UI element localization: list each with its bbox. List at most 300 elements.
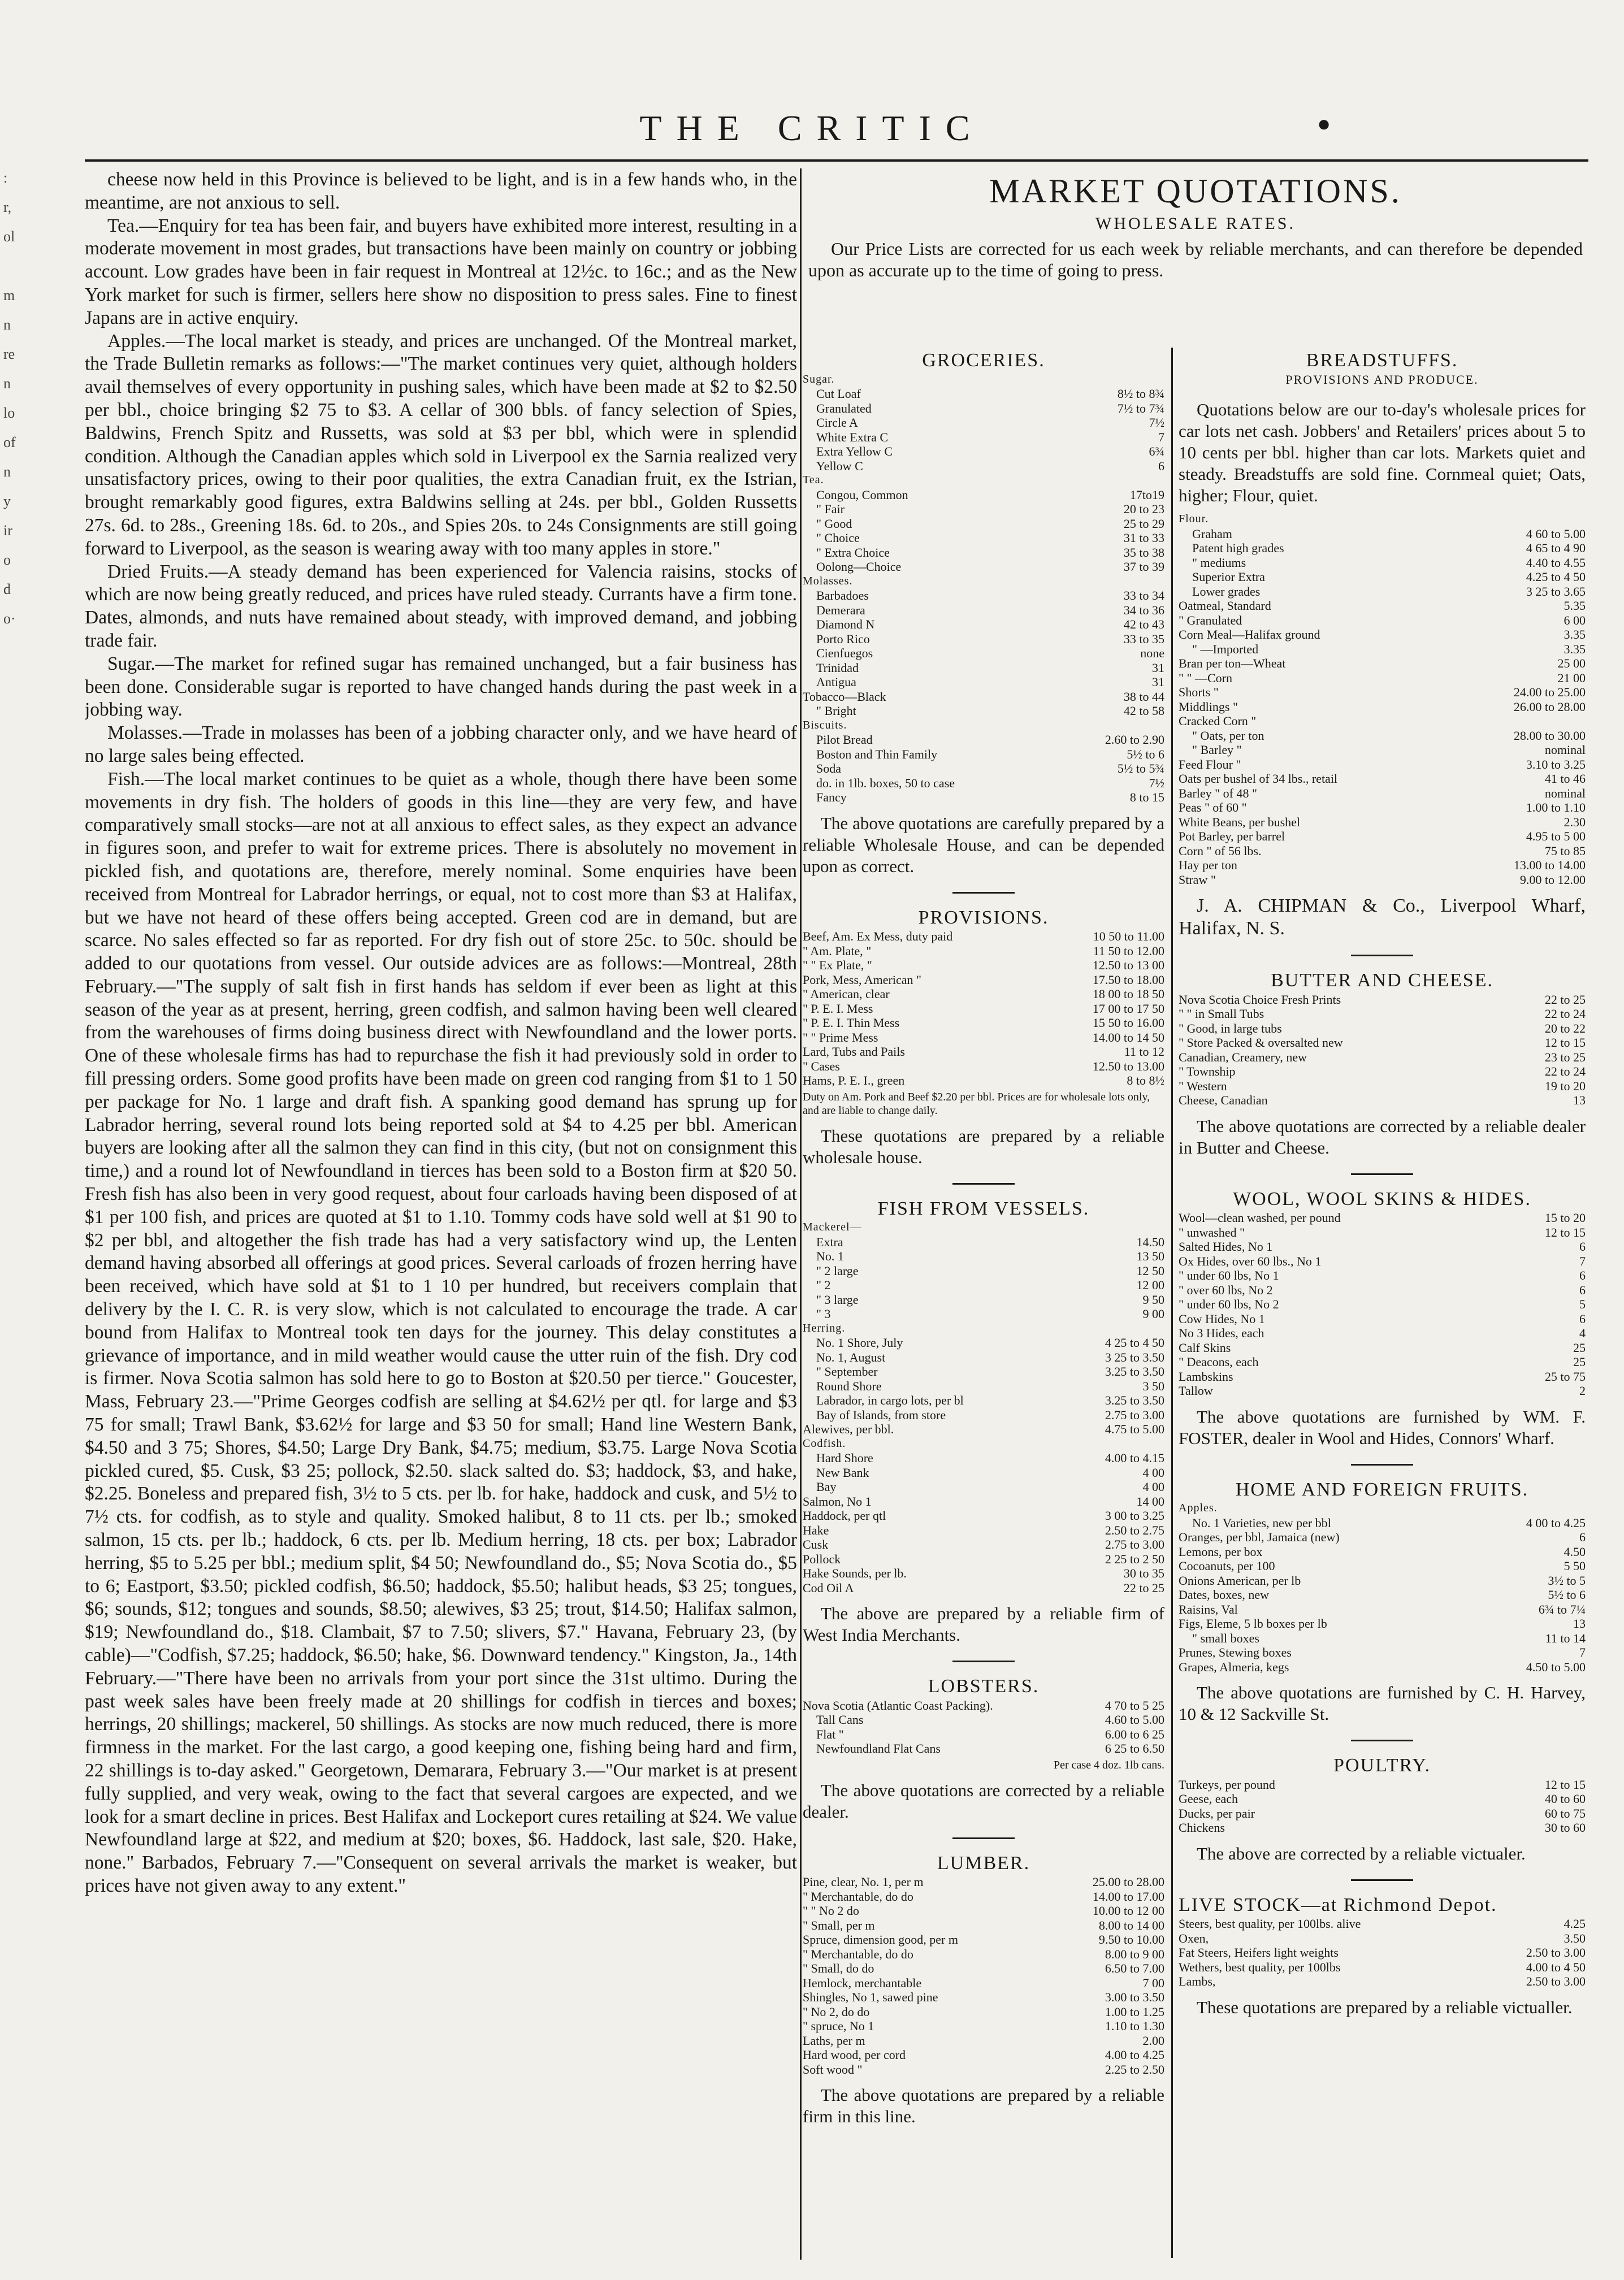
price-row — [1179, 541, 1586, 556]
price-row — [803, 1422, 1164, 1437]
item-name: " under 60 lbs, No 2 — [1179, 1297, 1279, 1311]
price-row — [803, 1408, 1164, 1423]
butter-note: The above quotations are corrected by a reliable dealer in Butter and Cheese. — [1179, 1116, 1586, 1158]
item-price: 1.00 to 1.25 — [1105, 2004, 1164, 2019]
lumber-note: The above quotations are prepared by a reliable firm in this line. — [803, 2085, 1164, 2126]
item-price: 22 to 24 — [1544, 1007, 1586, 1021]
item-name: Straw " — [1179, 872, 1216, 887]
item-name: Herring. — [803, 1321, 846, 1334]
quotations-intro: Our Price Lists are corrected for us each week by reliable merchants, and can therefore be depended upon as accurate up to the time of going to press. — [808, 239, 1583, 280]
category-label — [803, 1220, 1164, 1235]
item-price: 4.75 to 5.00 — [1105, 1422, 1164, 1436]
item-name: Feed Flour " — [1179, 757, 1241, 771]
column-rule-1 — [800, 168, 802, 2260]
item-price: 12 50 — [1136, 1263, 1164, 1278]
item-name: " American, clear — [803, 987, 890, 1001]
category-label — [803, 1321, 1164, 1336]
article-paragraph: Tea.—Enquiry for tea has been fair, and buyers have exhibited more interest, resulting in a moderate movement in most grades, but transactions have been mainly on country or jobbing account. Low grades have been in fair request in Montreal at 12½c. to 16c.; and as the New York market for such is firmer, sellers here show no disposition to press sales. Fine to finest Japans are in active enquiry. — [85, 215, 797, 328]
price-row — [1179, 1516, 1586, 1531]
item-price: 5½ to 6 — [1548, 1588, 1586, 1602]
item-name: Hake — [803, 1523, 829, 1537]
item-name: Porto Rico — [816, 631, 870, 646]
price-row — [803, 732, 1164, 747]
item-name: Cocoanuts, per 100 — [1179, 1559, 1275, 1573]
article-paragraph: Apples.—The local market is steady, and prices are unchanged. Of the Montreal market, the Trade Bulletin remarks as follows:—"The market continues very quiet, although holders avail themselves of every opportunity in pushing sales, which have been made at $2 to $2.50 per bbl., choice bringing $2 75 to $3. A cellar of 300 bbls. of fancy selection of Spies, Baldwins, French Spitz and Russetts, was sold at $3 per bbl, which were in splendid condition. Although the Canadian apples which sold in Liverpool ex the Sarnia realized very unsatisfactory prices, owing to their poor qualities, the extra Canadian fruit, ex the Istrian, brought remarkably good figures, extra Baldwins selling at 24s. per bbl., Golden Russetts 27s. 6d. to 28s., Greening 18s. 6d. to 20s., and Spies 20s. to 24s Consignments are still going forward to Liverpool, as the season is wearing away with too many apples in store." — [85, 330, 797, 559]
item-price: 31 — [1152, 675, 1164, 689]
item-name: Lard, Tubs and Pails — [803, 1044, 905, 1059]
item-price: 4 00 to 4.25 — [1526, 1515, 1586, 1530]
item-price: 4 65 to 4 90 — [1526, 541, 1586, 555]
item-price: 8½ to 8¾ — [1117, 387, 1164, 401]
item-price: 12.50 to 13.00 — [1092, 1059, 1164, 1073]
item-price: 3 50 — [1142, 1379, 1164, 1393]
lobsters-note: The above quotations are corrected by a reliable dealer. — [803, 1780, 1164, 1822]
quotations-column-right — [1179, 348, 1586, 2258]
item-price: 31 to 33 — [1123, 531, 1164, 545]
article-paragraph: Molasses.—Trade in molasses has been of a jobbing character only, and we have heard of no large sales being effected. — [85, 722, 797, 766]
lumber-table — [803, 1875, 1164, 2077]
margin-fragment: o· — [3, 610, 16, 627]
price-row — [1179, 714, 1586, 729]
item-name: Newfoundland Flat Cans — [816, 1741, 941, 1755]
price-row — [803, 690, 1164, 704]
item-price: 33 to 35 — [1123, 631, 1164, 646]
item-price: 3.25 to 3.50 — [1105, 1393, 1164, 1407]
provisions-small-note: Duty on Am. Pork and Beef $2.20 per bbl. Prices are for wholesale lots only, and are liable to change daily. — [803, 1090, 1150, 1117]
item-name: New Bank — [816, 1465, 869, 1480]
item-name: Nova Scotia (Atlantic Coast Packing). — [803, 1698, 993, 1713]
item-name: Corn Meal—Halifax ground — [1179, 627, 1320, 641]
price-row — [1179, 671, 1586, 686]
item-price: 41 to 46 — [1544, 771, 1586, 786]
item-name: " spruce, No 1 — [803, 2019, 874, 2033]
masthead-title: THE CRITIC — [639, 108, 985, 148]
price-row — [803, 1044, 1164, 1059]
item-name: Raisins, Val — [1179, 1602, 1238, 1616]
price-row — [1179, 584, 1586, 599]
item-price: 5 50 — [1564, 1559, 1586, 1573]
item-price: 4.50 — [1564, 1544, 1586, 1559]
price-row — [803, 661, 1164, 675]
item-price: none — [1140, 646, 1164, 660]
groceries-heading: GROCERIES. — [922, 350, 1045, 371]
price-row — [803, 1059, 1164, 1074]
item-price: 2.75 to 3.00 — [1105, 1407, 1164, 1422]
lumber-heading: LUMBER. — [937, 1852, 1030, 1874]
margin-fragment: of — [3, 434, 16, 450]
item-price: 18 00 to 18 50 — [1092, 987, 1164, 1001]
item-price: 8 to 15 — [1129, 790, 1164, 804]
item-name: Peas " of 60 " — [1179, 800, 1247, 814]
item-name: Round Shore — [816, 1379, 882, 1393]
item-name: " " Ex Plate, " — [803, 958, 872, 972]
margin-fragment: lo — [3, 405, 15, 421]
item-name: Trinidad — [816, 660, 859, 675]
item-name: Hay per ton — [1179, 858, 1237, 872]
fruits-table — [1179, 1501, 1586, 1674]
price-row — [803, 1537, 1164, 1552]
fruits-note: The above quotations are furnished by C. H. Harvey, 10 & 12 Sackville St. — [1179, 1683, 1586, 1724]
item-price: 20 to 23 — [1123, 502, 1164, 516]
item-price: 30 to 35 — [1123, 1566, 1164, 1580]
item-price: nominal — [1544, 743, 1586, 757]
item-name: " Western — [1179, 1078, 1227, 1093]
price-row — [803, 603, 1164, 618]
price-row — [803, 1073, 1164, 1088]
price-row — [803, 2005, 1164, 2019]
item-price: 2 25 to 2 50 — [1105, 1551, 1164, 1566]
page-mark: ● — [1317, 111, 1331, 136]
item-price: 7 — [1158, 430, 1164, 444]
item-price: 6¾ to 7¼ — [1538, 1602, 1586, 1616]
item-price: 19 to 20 — [1544, 1078, 1586, 1093]
price-row — [803, 1904, 1164, 1918]
wool-note: The above quotations are furnished by WM. F. FOSTER, dealer in Wool and Hides, Connors' Wharf. — [1179, 1406, 1586, 1448]
item-name: Boston and Thin Family — [816, 747, 938, 761]
price-row — [1179, 1239, 1586, 1254]
item-name: " " Prime Mess — [803, 1030, 878, 1044]
item-name: Superior Extra — [1192, 570, 1265, 584]
price-row — [1179, 1326, 1586, 1341]
item-name: Hams, P. E. I., green — [803, 1073, 905, 1087]
item-price: 40 to 60 — [1544, 1792, 1586, 1806]
price-row — [1179, 1960, 1586, 1975]
price-row — [803, 776, 1164, 791]
item-name: " Oats, per ton — [1192, 728, 1264, 743]
price-row — [1179, 685, 1586, 700]
item-name: " 2 — [816, 1278, 831, 1292]
price-row — [1179, 1660, 1586, 1675]
poultry-heading: POULTRY. — [1333, 1755, 1431, 1776]
item-name: Demerara — [816, 602, 865, 617]
item-name: Diamond N — [816, 617, 875, 631]
price-row — [803, 2034, 1164, 2048]
item-price: 3.50 — [1564, 1931, 1586, 1945]
item-price: 2.25 to 2.50 — [1105, 2062, 1164, 2077]
item-name: White Extra C — [816, 430, 889, 444]
item-name: Molasses. — [803, 574, 853, 587]
category-label — [1179, 512, 1586, 527]
item-name: Steers, best quality, per 100lbs. alive — [1179, 1917, 1361, 1931]
price-row — [803, 973, 1164, 987]
item-price: 4.00 to 4 50 — [1526, 1960, 1586, 1974]
item-price: 8.00 to 14 00 — [1098, 1918, 1164, 1932]
item-name: Shingles, No 1, sawed pine — [803, 1990, 938, 2004]
price-row — [803, 1393, 1164, 1408]
price-row — [1179, 1050, 1586, 1065]
item-price: 6.50 to 7.00 — [1105, 1961, 1164, 1975]
price-row — [1179, 1530, 1586, 1545]
masthead-rule — [85, 159, 1588, 162]
item-name: Nova Scotia Choice Fresh Prints — [1179, 992, 1341, 1007]
item-name: No 3 Hides, each — [1179, 1326, 1264, 1340]
item-name: Prunes, Stewing boxes — [1179, 1645, 1292, 1659]
price-row — [803, 1002, 1164, 1016]
item-price: 5.35 — [1564, 599, 1586, 613]
item-name: " 2 large — [816, 1263, 859, 1278]
item-price: 14.00 to 14 50 — [1092, 1030, 1164, 1044]
item-name: No. 1 Shore, July — [816, 1336, 903, 1350]
item-price: 15 50 to 16.00 — [1092, 1016, 1164, 1030]
item-price: 6 — [1579, 1268, 1586, 1282]
item-name: Canadian, Creamery, new — [1179, 1050, 1307, 1064]
item-price: 4.60 to 5.00 — [1105, 1713, 1164, 1727]
item-price: 4.50 to 5.00 — [1526, 1659, 1586, 1674]
item-price: 11 to 12 — [1124, 1044, 1164, 1059]
price-row — [803, 1379, 1164, 1394]
price-row — [803, 2019, 1164, 2034]
item-price: 6 — [1579, 1282, 1586, 1297]
fruits-heading: HOME AND FOREIGN FRUITS. — [1235, 1479, 1529, 1500]
item-price: 3.10 to 3.25 — [1526, 757, 1586, 771]
item-name: " 3 — [816, 1307, 831, 1321]
item-name: Hemlock, merchantable — [803, 1975, 922, 1990]
price-row — [803, 632, 1164, 647]
item-name: " Cases — [803, 1059, 840, 1073]
item-name: Wool—clean washed, per pound — [1179, 1211, 1341, 1225]
item-price: 3 00 to 3.25 — [1105, 1509, 1164, 1523]
price-row — [803, 1947, 1164, 1962]
item-price: 22 to 24 — [1544, 1064, 1586, 1078]
item-name: Cracked Corn " — [1179, 714, 1257, 728]
item-name: Cow Hides, No 1 — [1179, 1311, 1265, 1326]
price-row — [803, 646, 1164, 661]
item-price: 4 60 to 5.00 — [1526, 526, 1586, 541]
item-price: 9.00 to 12.00 — [1519, 872, 1586, 887]
item-price: 2 — [1579, 1384, 1586, 1398]
price-row — [803, 545, 1164, 560]
market-quotations-title: MARKET QUOTATIONS. — [989, 172, 1402, 210]
item-name: " over 60 lbs, No 2 — [1179, 1282, 1273, 1297]
section-divider — [952, 1183, 1015, 1185]
provisions-note: These quotations are prepared by a reliable wholesale house. — [803, 1125, 1164, 1167]
item-name: Pilot Bread — [816, 732, 873, 747]
price-row — [1179, 1064, 1586, 1079]
price-row — [803, 517, 1164, 531]
item-name: Sugar. — [803, 372, 835, 385]
item-price: 11 50 to 12.00 — [1093, 943, 1164, 958]
price-row — [803, 1918, 1164, 1933]
item-name: Hake Sounds, per lb. — [803, 1566, 907, 1580]
item-name: Lower grades — [1192, 584, 1261, 599]
item-name: Hard wood, per cord — [803, 2048, 906, 2062]
price-row — [1179, 1079, 1586, 1094]
item-name: Flat " — [816, 1727, 844, 1741]
item-name: No. 1 — [816, 1249, 844, 1263]
item-name: " Store Packed & oversalted new — [1179, 1035, 1343, 1050]
item-name: Wethers, best quality, per 100lbs — [1179, 1960, 1341, 1974]
item-price: 7 — [1579, 1645, 1586, 1659]
price-row — [803, 401, 1164, 416]
groceries-note: The above quotations are carefully prepared by a reliable Wholesale House, and can be depended upon as correct. — [803, 813, 1164, 876]
price-row — [803, 1990, 1164, 2005]
price-row — [1179, 743, 1586, 757]
item-price: 3 25 to 3.65 — [1526, 584, 1586, 599]
price-row — [1179, 1021, 1586, 1036]
fish-note: The above are prepared by a reliable firm of West India Merchants. — [803, 1603, 1164, 1645]
price-row — [1179, 873, 1586, 887]
item-name: Granulated — [816, 401, 872, 415]
item-name: Graham — [1192, 526, 1232, 541]
item-name: White Beans, per bushel — [1179, 814, 1301, 829]
price-row — [1179, 1631, 1586, 1646]
column-rule-2 — [1171, 348, 1173, 2258]
poultry-note: The above are corrected by a reliable victualer. — [1197, 1843, 1526, 1863]
item-price: 12.50 to 13 00 — [1092, 958, 1164, 972]
price-row — [803, 1727, 1164, 1742]
price-row — [1179, 815, 1586, 830]
price-row — [803, 1961, 1164, 1976]
item-name: " Small, per m — [803, 1918, 875, 1932]
item-price: 11 to 14 — [1545, 1631, 1586, 1645]
item-price: 10 50 to 11.00 — [1093, 929, 1164, 943]
item-price: 22 to 25 — [1123, 1580, 1164, 1595]
item-price: 6 — [1579, 1530, 1586, 1544]
item-price: 6 00 — [1564, 613, 1586, 627]
item-name: Cienfuegos — [816, 646, 873, 660]
item-price: 6¾ — [1149, 444, 1164, 458]
margin-fragment: n — [3, 317, 11, 333]
price-row — [1179, 700, 1586, 714]
price-row — [803, 1976, 1164, 1991]
item-price: 14.00 to 17.00 — [1092, 1889, 1164, 1904]
item-price: 4.25 — [1564, 1917, 1586, 1931]
breadstuffs-note: J. A. CHIPMAN & Co., Liverpool Wharf, Halifax, N. S. — [1179, 895, 1586, 939]
item-price: 4.40 to 4.55 — [1526, 555, 1586, 570]
price-row — [1179, 1297, 1586, 1312]
item-name: Tallow — [1179, 1384, 1213, 1398]
item-name: " Deacons, each — [1179, 1355, 1259, 1369]
section-divider — [952, 1837, 1015, 1839]
item-name: " under 60 lbs, No 1 — [1179, 1268, 1279, 1282]
item-price: 5 — [1579, 1297, 1586, 1311]
item-price: 6 — [1158, 458, 1164, 473]
poultry-table — [1179, 1778, 1586, 1835]
item-price: 4 00 — [1142, 1480, 1164, 1494]
price-row — [803, 1509, 1164, 1523]
item-name: Salted Hides, No 1 — [1179, 1239, 1273, 1254]
breadstuffs-heading: BREADSTUFFS. — [1306, 350, 1458, 371]
price-row — [1179, 1035, 1586, 1050]
item-price: 9 50 — [1142, 1292, 1164, 1307]
item-price: 22 to 25 — [1544, 992, 1586, 1007]
item-name: Tea. — [803, 474, 824, 486]
item-name: " Small, do do — [803, 1961, 874, 1975]
item-price: 3.00 to 3.50 — [1105, 1990, 1164, 2004]
item-price: 2.50 to 3.00 — [1526, 1945, 1586, 1960]
quotations-column-left — [803, 348, 1164, 2258]
section-divider — [1351, 1879, 1413, 1881]
item-name: Shorts " — [1179, 685, 1219, 699]
price-row — [803, 430, 1164, 445]
item-name: " Good, in large tubs — [1179, 1021, 1282, 1035]
price-row — [803, 1741, 1164, 1756]
price-row — [803, 1350, 1164, 1365]
price-row — [803, 1016, 1164, 1030]
price-row — [1179, 844, 1586, 859]
price-row — [803, 1307, 1164, 1321]
price-row — [803, 459, 1164, 474]
item-price: 25 — [1573, 1355, 1586, 1369]
item-name: Yellow C — [816, 458, 863, 473]
item-name: Bran per ton—Wheat — [1179, 656, 1286, 670]
item-price: 3.35 — [1564, 641, 1586, 656]
item-price: 23 to 25 — [1544, 1050, 1586, 1064]
item-price: 14 00 — [1136, 1494, 1164, 1509]
item-price: 10.00 to 12 00 — [1092, 1904, 1164, 1918]
item-name: Tobacco—Black — [803, 689, 886, 704]
price-row — [1179, 1778, 1586, 1792]
item-price — [1582, 714, 1586, 729]
item-name: Oxen, — [1179, 1931, 1209, 1945]
section-divider — [952, 1661, 1015, 1662]
price-row — [1179, 858, 1586, 873]
item-price: 12 to 15 — [1544, 1225, 1586, 1239]
item-name: " " in Small Tubs — [1179, 1007, 1264, 1021]
item-name: " Merchantable, do do — [803, 1947, 913, 1961]
item-name: " Am. Plate, " — [803, 943, 872, 958]
item-name: Calf Skins — [1179, 1340, 1231, 1355]
price-row — [803, 1889, 1164, 1904]
price-row — [803, 387, 1164, 401]
livestock-note: These quotations are prepared by a reliable victualler. — [1197, 1997, 1573, 2017]
item-name: Codfish. — [803, 1437, 846, 1450]
item-name: " 3 large — [816, 1292, 859, 1307]
item-name: No. 1 Varieties, new per bbl — [1192, 1515, 1331, 1530]
item-name: Fat Steers, Heifers light weights — [1179, 1945, 1339, 1960]
item-name: Apples. — [1179, 1502, 1218, 1514]
article-paragraph: Fish.—The local market continues to be quiet as a whole, though there have been some movements in dry fish. The holders of goods in this line—they are very few, and have comparatively small stocks—are not at all anxious to effect sales, as they expect an advance in figures soon, and prefer to wait for extreme prices. There is absolutely no movement in pickled fish, and quotations are, therefore, merely nominal. Some enquiries have been received from Montreal for Labrador herrings, or equal, not to cost more than $3 at Halifax, but we have not heard of these offers being accepted. Green cod are in demand, but are scarce. No sales effected so far as reported. For dry fish out of store 25c. to 50c. should be added to our quotations from vessel. Our outside advices are as follows:—Montreal, 28th February.—"The supply of salt fish in first hands has seldom if ever been as light at this season of the year as at present, herring, green codfish, and salmon having been well cleared from the warehouses of firms doing business direct with Newfoundland and the lower ports. One of these wholesale firms has had to repurchase the fish it had previously sold in order to fill pressing orders. Some good profits have been made on green cod ranging from $1 to 1 50 per package for No. 1 large and draft fish. A spanking good demand has sprung up for Labrador herring, several round lots being reported sold at $4 to 4.25 per bbl. American buyers are looking after all the salmon they can find in this city, (but not on consignment this time,) and a round lot of Newfoundland in tierces has been sold to a Boston firm at $20 50. Fresh fish has also been in very good request, about four carloads having been disposed of at $1 per 100 fish, and prices are quoted at $1 to 1.10. Tommy cods have sold well at $1 90 to $2 per bbl, and altogether the fish trade has had a very satisfactory wind up, the Lenten demand having absorbed all offerings at good prices. Several carloads of frozen herring have been received, which have sold at $1 to 1 10 per hundred, but receivers complain that delivery by the I. C. R. is very slow, which is not calculated to encourage the trade. A car bound from Halifax to Montreal took ten days for the journey. This delay constitutes a grievance of importance, and in mild weather would cause the utter ruin of the fish. Dry cod is firmer. Nova Scotia salmon has sold here to go to Boston at $20.50 per tierce." Goucester, Mass, February 23.—"Prime Georges codfish are selling at $4.62½ per qtl. for large and $3 75 for small; Trawl Bank, $3.62½ for large and $3 50 for small; Hand line Western Bank, $4.50 and 3 75; Shores, $4.50; Large Dry Bank, $4.75; medium, $3.75. Large Nova Scotia pickled cured, $5. Cusk, $3 25; pollock, $2.50. slack salted do. $3; haddock, $3, and hake, $2.25. Boneless and prepared fish, 3½ to 5 cts. per lb. for hake, haddock and cusk, and 5½ to 7½ cts. for codfish, as to style and quality. Smoked halibut, 8 to 11 cts. per lb.; smoked salmon, 15 cts. per lb.; haddock, 6 cts. per lb. Medium herring, 18 cts. per box; Labrador herring, $5 to 5.25 per bbl.; medium split, $4 50; Newfoundland do., $5; Nova Scotia do., $5 to 6; Eastport, $3.50; pickled codfish, $6.50; haddock, $5.50; halibut heads, $3 25; tongues, $6; sounds, $12; tongues and sounds, $8.50; alewives, $3 25; trout, $14.50; Halifax salmon, $19; Newfoundland do., $18. Clambait, $7 to 7.50; slivers, $7." Havana, February 23, (by cable)—"Codfish, $7.25; haddock, $6.50; hake, $6. Downward tendency." Kingston, Ja., 14th February.—"There have been no arrivals from your port since the 31st ultimo. During the past week sales have been freely made at 20 shillings for codfish in tierces and boxes; herrings, 20 shillings; mackerel, 50 shillings. As stocks are now much reduced, there is more firmness in the market. For the last cargo, a good keeping one, fishing being hard and firm, 22 shillings is to-day asked." Georgetown, Demarara, February 3.—"Our market is at present fully supplied, and very weak, owing to the fact that several cargoes are expected, and we look for a smart decline in prices. Best Halifax and Lockeport cures retailing at $24. We value Newfoundland large at $22, and medium at $20; boxes, $6. Haddock, last sale, $20. Hake, none." Barbados, February 7.—"Consequent on several arrivals the market is weaker, but prices have not given away to any extent." — [85, 768, 797, 1896]
item-price: 4 70 to 5 25 — [1105, 1698, 1164, 1713]
item-name: Laths, per m — [803, 2033, 865, 2048]
item-price: 60 to 75 — [1544, 1806, 1586, 1820]
price-row — [803, 488, 1164, 502]
item-name: Soda — [816, 761, 841, 775]
margin-fragment: ol — [3, 228, 15, 245]
section-divider — [1351, 1173, 1413, 1175]
item-name: Chickens — [1179, 1820, 1225, 1835]
price-row — [803, 704, 1164, 718]
item-price: 17to19 — [1129, 487, 1164, 502]
price-row — [1179, 1806, 1586, 1821]
item-price: 26.00 to 28.00 — [1513, 699, 1586, 714]
item-price: 8 to 8½ — [1127, 1073, 1164, 1087]
item-name: Antigua — [816, 675, 856, 689]
margin-fragment: r, — [3, 199, 12, 215]
item-price: 31 — [1152, 660, 1164, 675]
item-price: 4.00 to 4.25 — [1105, 2048, 1164, 2062]
item-name: Spruce, dimension good, per m — [803, 1932, 958, 1947]
price-row — [1179, 1602, 1586, 1617]
item-name: " mediums — [1192, 555, 1246, 570]
lobsters-table — [803, 1698, 1164, 1756]
price-row — [803, 1480, 1164, 1494]
item-name: do. in 1lb. boxes, 50 to case — [816, 775, 955, 790]
item-name: " " —Corn — [1179, 670, 1232, 685]
item-name: Oranges, per bbl, Jamaica (new) — [1179, 1530, 1340, 1544]
market-quotations-header — [808, 168, 1583, 281]
price-row — [1179, 1283, 1586, 1298]
breadstuffs-table — [1179, 512, 1586, 887]
price-row — [1179, 613, 1586, 628]
price-row — [803, 958, 1164, 973]
item-name: " " No 2 do — [803, 1904, 859, 1918]
price-row — [803, 1466, 1164, 1480]
price-row — [1179, 642, 1586, 657]
price-row — [1179, 599, 1586, 613]
price-row — [803, 675, 1164, 690]
item-price: 7½ — [1149, 775, 1164, 790]
